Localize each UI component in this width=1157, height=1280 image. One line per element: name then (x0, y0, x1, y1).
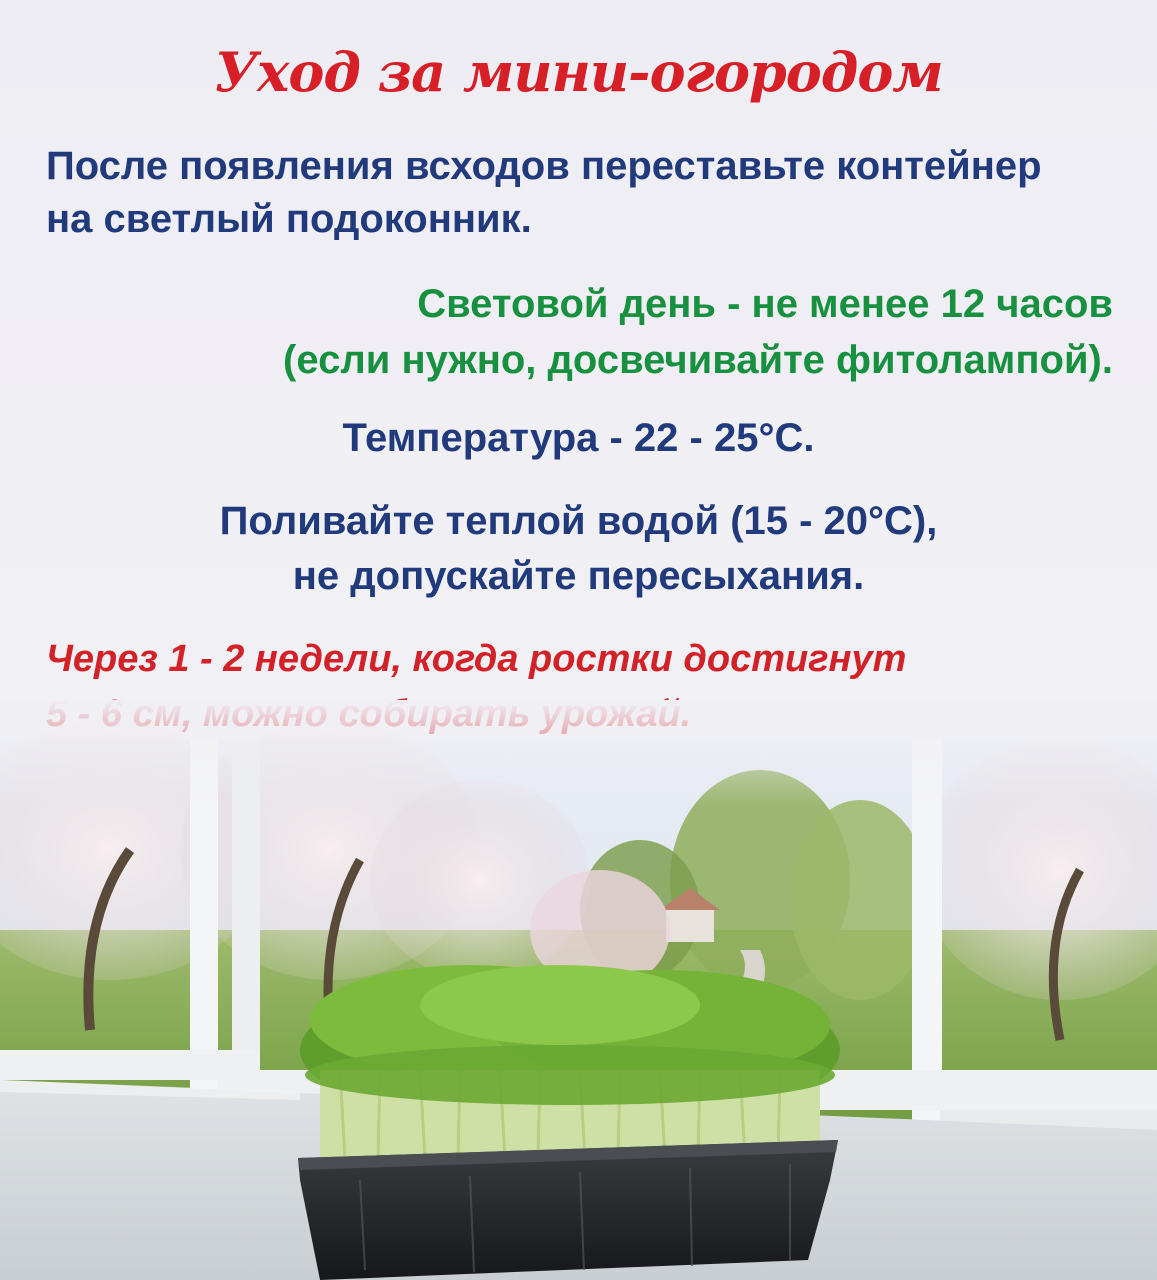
instruction-line: Световой день - не менее 12 часов (417, 282, 1113, 326)
instruction-line: на светлый подоконник. (46, 197, 532, 242)
instruction-line: Через 1 - 2 недели, когда ростки достигнут (46, 638, 907, 680)
instruction-move-to-windowsill (46, 140, 1042, 246)
instruction-watering (0, 494, 1157, 604)
poster-title: Уход за мини-огородом (214, 40, 943, 104)
microgreens-window-photo (0, 700, 1157, 1280)
instruction-line: После появления всходов переставьте контейнер (46, 144, 1042, 188)
instruction-line: (если нужно, досвечивайте фитолампой). (283, 338, 1113, 382)
instruction-temperature: Температура - 22 - 25°С. (342, 416, 815, 460)
microgreens-photo-illustration (0, 700, 1157, 1280)
instruction-line: не допускайте пересыхания. (292, 554, 865, 599)
instruction-daylight (283, 276, 1113, 388)
instruction-line: Поливайте теплой водой (15 - 20°С), (219, 499, 938, 543)
